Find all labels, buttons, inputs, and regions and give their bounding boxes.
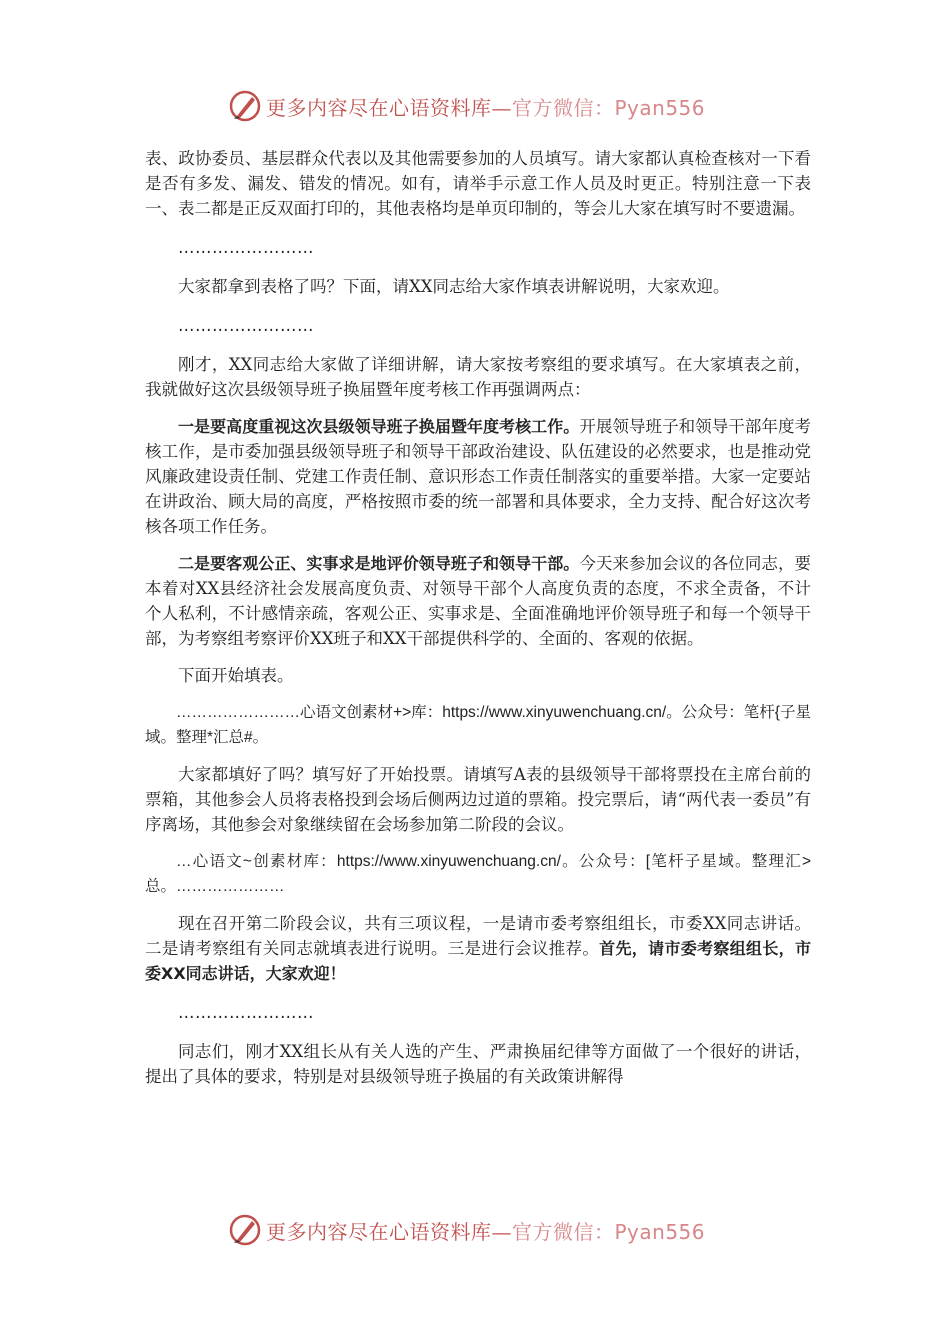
paragraph-5 — [145, 551, 811, 651]
ellipsis-separator-2: …………………… — [178, 316, 314, 335]
paragraph-3: 刚才，XX同志给大家做了详细讲解，请大家按考察组的要求填写。在大家填表之前，我就做好这次县级领导班子换届暨年度考核工作再强调两点： — [145, 355, 811, 399]
agenda-bold-text: 首先，请市委考察组组长，市委XX同志讲话，大家欢迎！ — [145, 939, 811, 983]
footer-banner-text: 更多内容尽在心语资料库—官方微信：Pyan556 — [266, 1219, 706, 1244]
paragraph-8: 大家都填好了吗？填写好了开始投票。请填写A表的县级领导干部将票投在主席台前的票箱，其他参会人员将表格投到会场后侧两边过道的票箱。投完票后，请“两代表一委员”有序离场，其他参会对象继续留在会场参加第二阶段的会议。 — [145, 765, 811, 834]
pen-logo-icon — [228, 1213, 262, 1247]
watermark-paragraph-2: …心语文~创素材库：https://www.xinyuwenchuang.cn/。公众号：[笔杆子星域。整理汇>总。………………… — [145, 853, 811, 895]
paragraph-10 — [145, 911, 811, 986]
paragraph-4 — [145, 414, 811, 539]
point-one-heading: 一是要高度重视这次县级领导班子换届暨年度考核工作。 — [178, 417, 580, 436]
header-wechat-id: 官方微信：Pyan556 — [512, 95, 706, 120]
paragraph-1: 表、政协委员、基层群众代表以及其他需要参加的人员填写。请大家都认真检查核对一下看是否有多发、漏发、错发的情况。如有，请举手示意工作人员及时更正。特别注意一下表一、表二都是正反双面打印的，其他表格均是单页印制的，等会儿大家在填写时不要遗漏。 — [145, 149, 811, 218]
document-body — [145, 146, 811, 1089]
footer-banner — [228, 1210, 728, 1250]
point-one-body: 开展领导班子和领导干部年度考核工作，是市委加强县级领导班子和领导干部政治建设、队伍建设的必然要求，也是推动党风廉政建设责任制、党建工作责任制、意识形态工作责任制落实的重要举措。大家一定要站在讲政治、顾大局的高度，严格按照市委的统一部署和具体要求，全力支持、配合好这次考核各项工作任务。 — [145, 417, 811, 536]
paragraph-2: 大家都拿到表格了吗？下面，请XX同志给大家作填表讲解说明，大家欢迎。 — [178, 277, 730, 296]
ellipsis-separator-1: …………………… — [178, 238, 314, 257]
paragraph-11: 同志们，刚才XX组长从有关人选的产生、严肃换届纪律等方面做了一个很好的讲话，提出了具体的要求，特别是对县级领导班子换届的有关政策讲解得 — [145, 1042, 811, 1086]
point-two-body: 今天来参加会议的各位同志，要本着对XX县经济社会发展高度负责、对领导干部个人高度负责的态度，不求全责备，不计个人私利，不计感情亲疏，客观公正、实事求是、全面准确地评价领导班子和每一个领导干部，为考察组考察评价XX班子和XX干部提供科学的、全面的、客观的依据。 — [145, 554, 811, 648]
header-banner-text: 更多内容尽在心语资料库—官方微信：Pyan556 — [266, 95, 706, 120]
footer-wechat-id: 官方微信：Pyan556 — [512, 1219, 706, 1244]
point-two-heading: 二是要客观公正、实事求是地评价领导班子和领导干部。 — [178, 554, 580, 573]
ellipsis-separator-3: …………………… — [178, 1003, 314, 1022]
pen-logo-icon — [228, 89, 262, 123]
paragraph-6: 下面开始填表。 — [178, 666, 294, 685]
watermark-paragraph-1: ……………………心语文创素材+>库：https://www.xinyuwenchuang.cn/。公众号：笔杆{子星域。整理*汇总#。 — [145, 704, 811, 746]
agenda-text: 现在召开第二阶段会议，共有三项议程，一是请市委考察组组长，市委XX同志讲话。二是请考察组有关同志就填表进行说明。三是进行会议推荐。 — [145, 914, 811, 958]
header-banner — [228, 86, 728, 126]
